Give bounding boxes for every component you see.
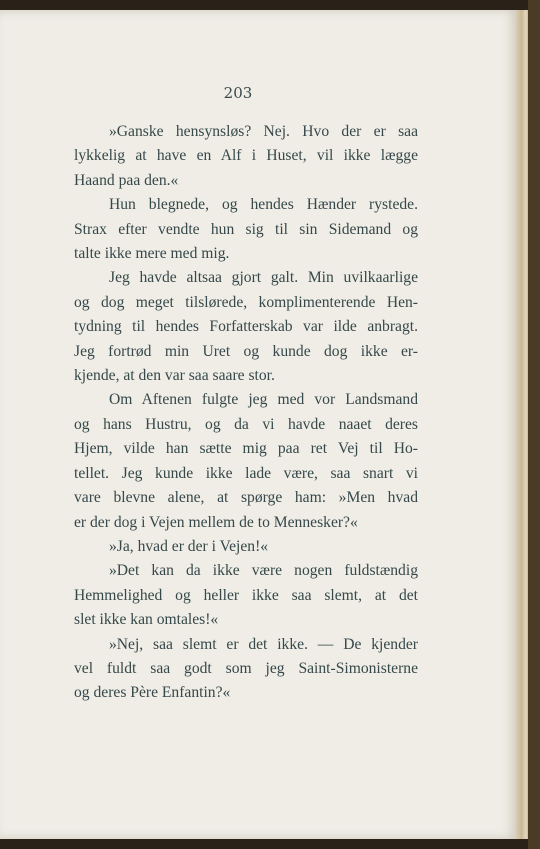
text-line: Hun blegnede, og hendes Hænder rystede. <box>109 196 418 214</box>
paragraph-7 <box>39 633 418 706</box>
text-line: er der dog i Vejen mellem de to Mennesker?« <box>74 513 358 531</box>
text-line: »Ganske hensynsløs? Nej. Hvo der er saa <box>109 123 418 140</box>
text-line: tellet. Jeg kunde ikke lade være, saa snart vi <box>74 464 418 482</box>
paragraph-2 <box>39 193 418 266</box>
paragraph-4 <box>39 388 418 534</box>
text-line: og dog meget tilslørede, komplimenterende Hen- <box>74 293 418 311</box>
paragraph-5 <box>39 535 418 559</box>
text-line: talte ikke mere med mig. <box>74 245 230 263</box>
text-line: lykkelig at have en Alf i Huset, vil ikke lægge <box>74 147 418 165</box>
book-page <box>0 10 518 839</box>
text-line: tydning til hendes Forfatterskab var ilde anbragt. <box>74 318 418 336</box>
text-line: Hjem, vilde han sætte mig paa ret Vej til Ho- <box>74 440 418 458</box>
text-line: slet ikke kan omtales!« <box>74 611 219 629</box>
text-line: og deres Père Enfantin?« <box>74 684 231 702</box>
text-line: »Ja, hvad er der i Vejen!« <box>109 537 269 555</box>
text-line: Haand paa den.« <box>74 171 179 189</box>
text-line: »Det kan da ikke være nogen fuldstændig <box>109 562 418 580</box>
page-number: 203 <box>223 84 253 102</box>
paragraph-1 <box>39 120 418 193</box>
text-line: vare blevne alene, at spørge ham: »Men hvad <box>74 489 418 507</box>
text-line: »Nej, saa slemt er det ikke. — De kjender <box>109 635 418 653</box>
text-line: Om Aftenen fulgte jeg med vor Landsmand <box>109 391 418 409</box>
text-line: Jeg fortrød min Uret og kunde dog ikke er- <box>74 342 418 360</box>
book-cover-edge <box>528 0 540 849</box>
text-line: Jeg havde altsaa gjort galt. Min uvilkaarlige <box>109 269 418 287</box>
page-text <box>39 120 418 706</box>
paragraph-3 <box>39 266 418 388</box>
text-line: Strax efter vendte hun sig til sin Sidemand og <box>74 220 418 238</box>
paragraph-6 <box>39 559 418 632</box>
text-line: kjende, at den var saa saare stor. <box>74 367 275 385</box>
text-line: og hans Hustru, og da vi havde naaet deres <box>74 415 418 433</box>
text-line: vel fuldt saa godt som jeg Saint-Simonisterne <box>74 659 418 677</box>
text-line: Hemmelighed og heller ikke saa slemt, at det <box>74 586 418 604</box>
